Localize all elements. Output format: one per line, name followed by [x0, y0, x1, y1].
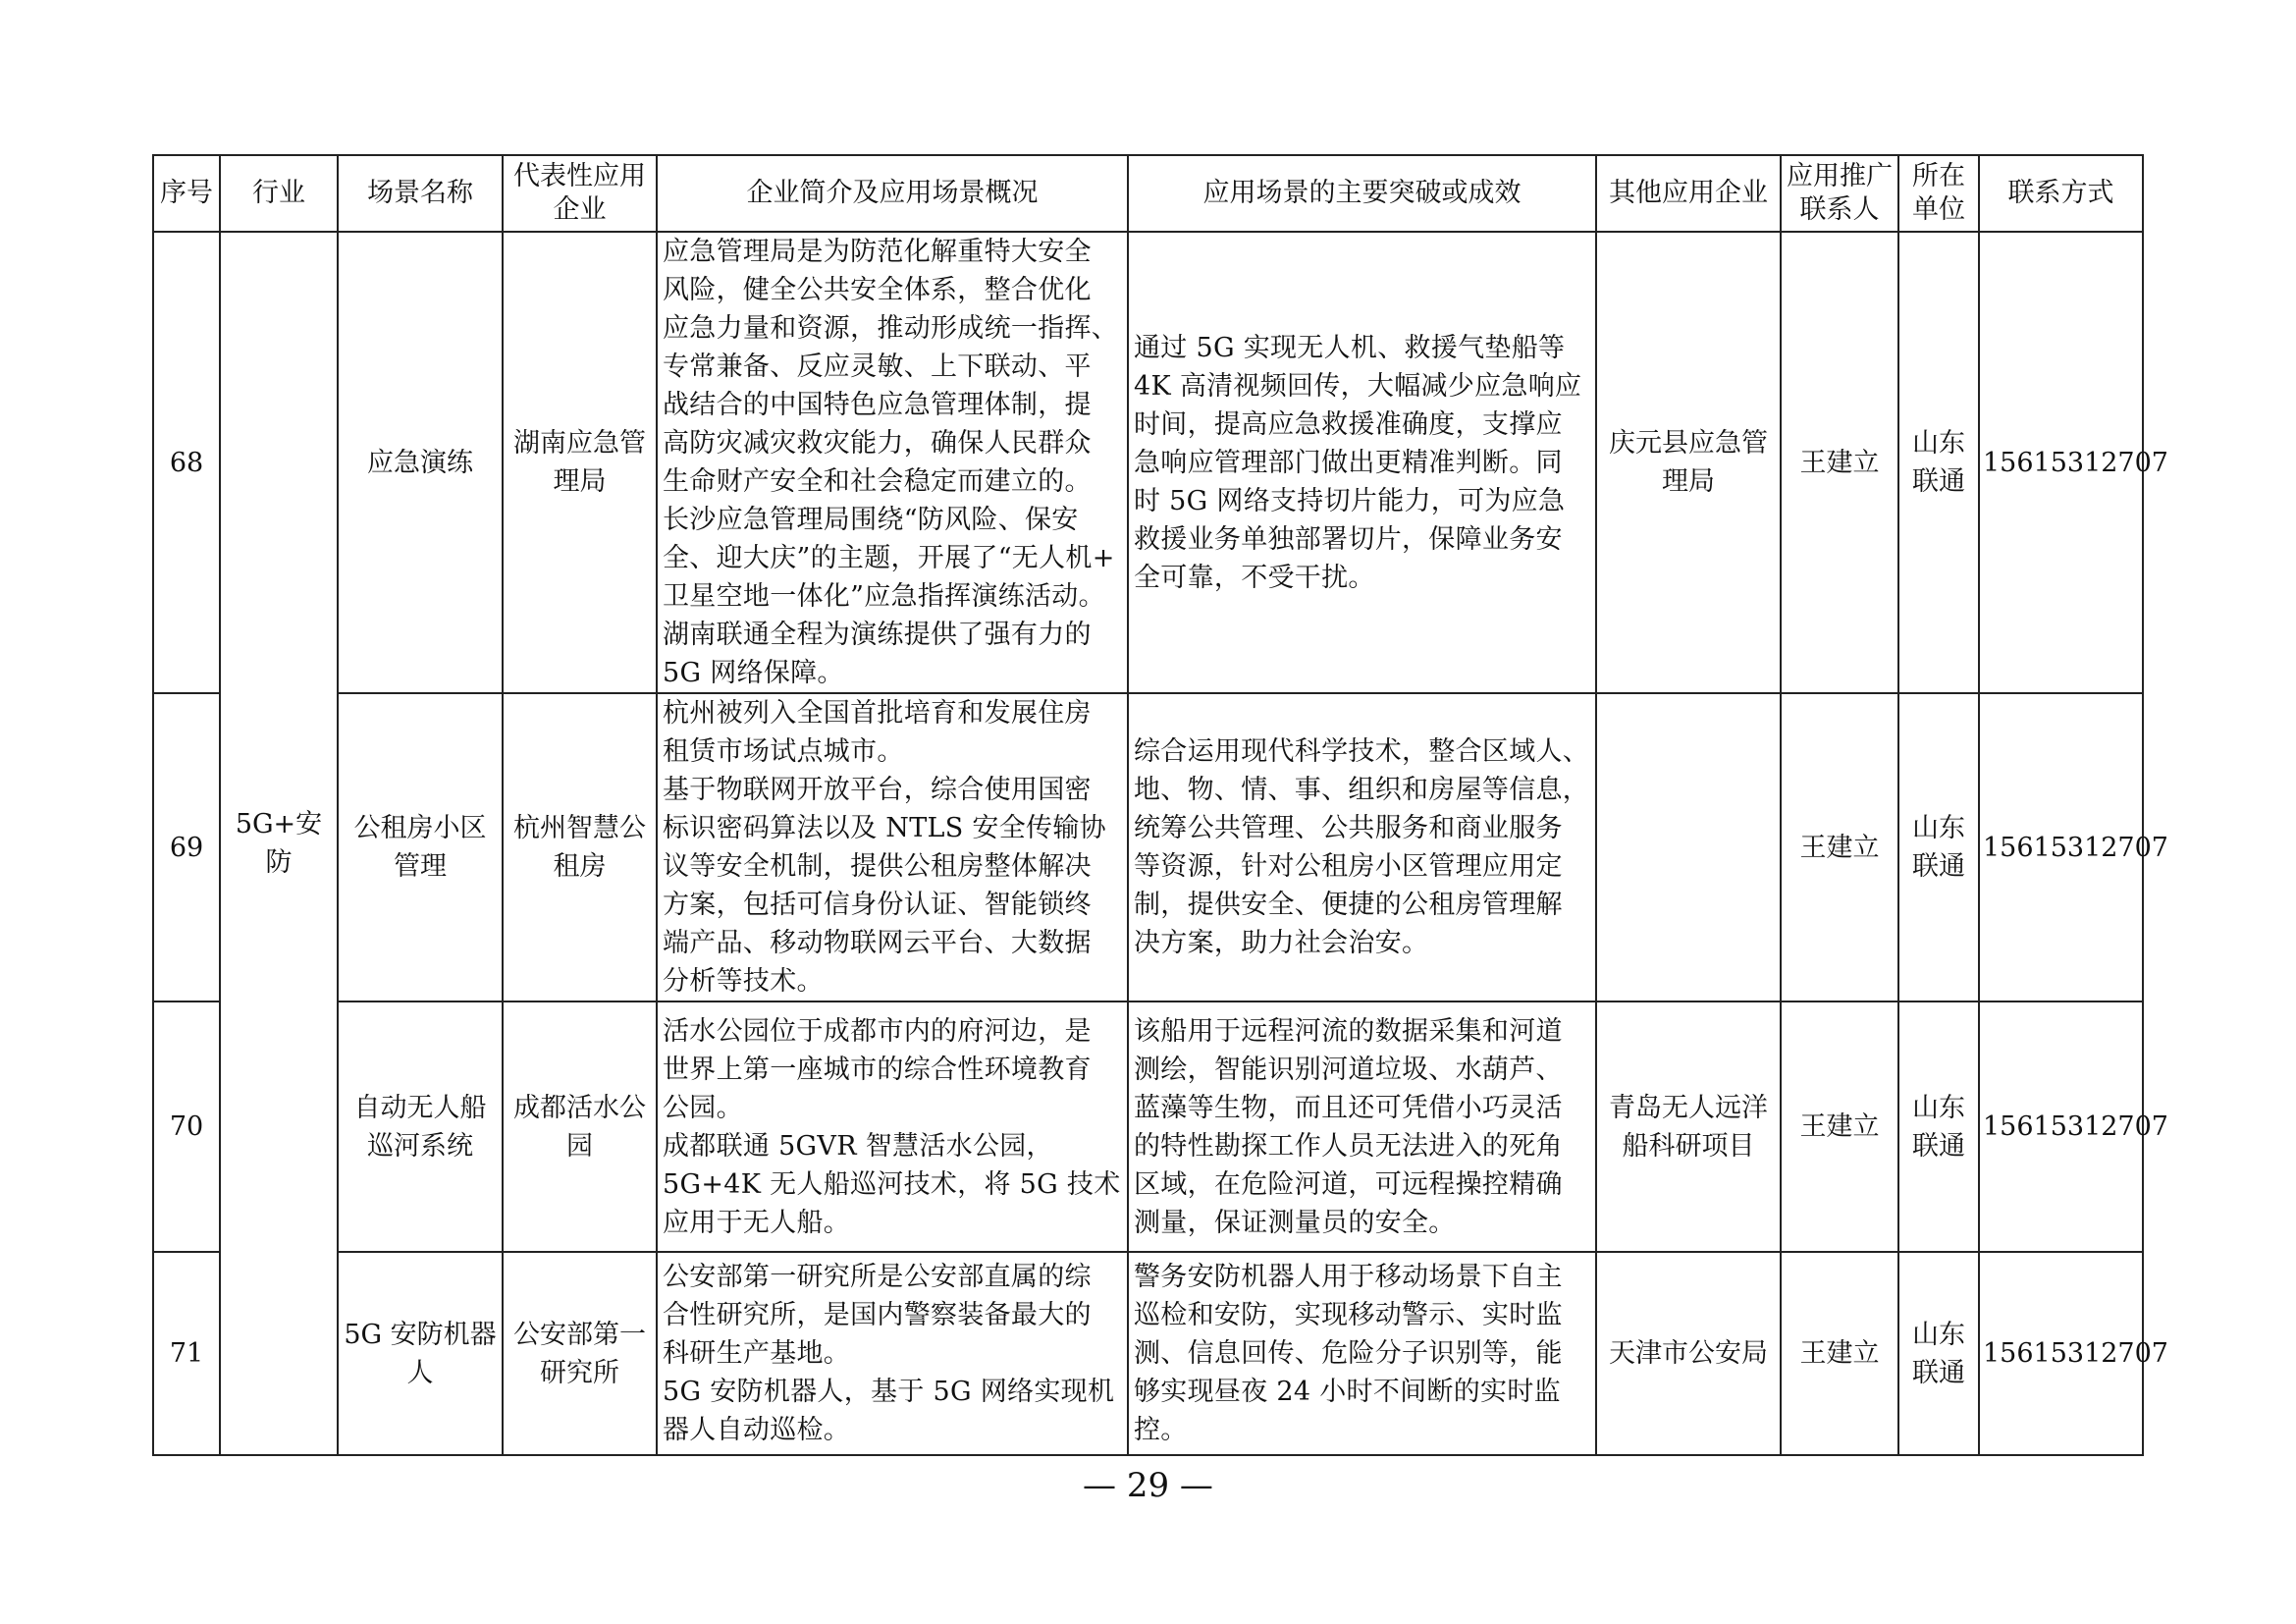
- representative-cell: 成都活水公 园: [503, 1001, 657, 1252]
- promoter-cell: 王建立: [1781, 1001, 1898, 1252]
- header-unit: 所在 单位: [1898, 155, 1979, 232]
- promoter-cell: 王建立: [1781, 693, 1898, 1001]
- page-number: — 29 —: [1083, 1466, 1213, 1505]
- header-others: 其他应用企业: [1596, 155, 1781, 232]
- unit-cell: 山东 联通: [1898, 1001, 1979, 1252]
- application-table: [152, 154, 2168, 1456]
- contact-cell: 15615312707: [1979, 232, 2143, 693]
- result-cell: 警务安防机器人用于移动场景下自主 巡检和安防，实现移动警示、实时监 测、信息回传、危险分子识别等，能 够实现昼夜 24 小时不间断的实时监 控。: [1128, 1252, 1596, 1455]
- intro-cell: 活水公园位于成都市内的府河边，是 世界上第一座城市的综合性环境教育 公园。 成都联通 5GVR 智慧活水公园， 5G+4K 无人船巡河技术，将 5G 技术 应用于无人船。: [657, 1001, 1128, 1252]
- representative-cell: 湖南应急管 理局: [503, 232, 657, 693]
- result-cell: 通过 5G 实现无人机、救援气垫船等 4K 高清视频回传，大幅减少应急响应 时间，提高应急救援准确度，支撑应 急响应管理部门做出更精准判断。同 时 5G 网络支持切片能力，可为应急 救援业务单独部署切片，保障业务安 全可靠，不受干扰。: [1128, 232, 1596, 693]
- header-contact: 联系方式: [1979, 155, 2143, 232]
- header-result: 应用场景的主要突破或成效: [1128, 155, 1596, 232]
- unit-cell: 山东 联通: [1898, 232, 1979, 693]
- scene-cell: 公租房小区 管理: [338, 693, 503, 1001]
- others-cell: [1596, 693, 1781, 1001]
- unit-cell: 山东 联通: [1898, 1252, 1979, 1455]
- seq-cell: 69: [153, 693, 220, 1001]
- unit-cell: 山东 联通: [1898, 693, 1979, 1001]
- header-promoter: 应用推广 联系人: [1781, 155, 1898, 232]
- others-cell: 青岛无人远洋 船科研项目: [1596, 1001, 1781, 1252]
- seq-cell: 68: [153, 232, 220, 693]
- intro-cell: 公安部第一研究所是公安部直属的综 合性研究所，是国内警察装备最大的 科研生产基地。 5G 安防机器人，基于 5G 网络实现机 器人自动巡检。: [657, 1252, 1128, 1455]
- header-representative: 代表性应用 企业: [503, 155, 657, 232]
- table-row: [153, 232, 2143, 693]
- representative-cell: 公安部第一 研究所: [503, 1252, 657, 1455]
- others-cell: 天津市公安局: [1596, 1252, 1781, 1455]
- contact-cell: 15615312707: [1979, 1252, 2143, 1455]
- scene-cell: 应急演练: [338, 232, 503, 693]
- header-seq: 序号: [153, 155, 220, 232]
- promoter-cell: 王建立: [1781, 1252, 1898, 1455]
- table-row: [153, 1001, 2143, 1252]
- result-cell: 综合运用现代科学技术，整合区域人、 地、物、情、事、组织和房屋等信息， 统筹公共管理、公共服务和商业服务 等资源，针对公租房小区管理应用定 制，提供安全、便捷的公租房管理解 决方案，助力社会治安。: [1128, 693, 1596, 1001]
- representative-cell: 杭州智慧公 租房: [503, 693, 657, 1001]
- table-row: [153, 1252, 2143, 1455]
- industry-cell: 5G+安防: [220, 232, 338, 1455]
- header-row: [153, 155, 2143, 232]
- header-intro: 企业简介及应用场景概况: [657, 155, 1128, 232]
- header-scene: 场景名称: [338, 155, 503, 232]
- contact-cell: 15615312707: [1979, 693, 2143, 1001]
- header-industry: 行业: [220, 155, 338, 232]
- scene-cell: 自动无人船 巡河系统: [338, 1001, 503, 1252]
- intro-cell: 杭州被列入全国首批培育和发展住房 租赁市场试点城市。 基于物联网开放平台，综合使用国密 标识密码算法以及 NTLS 安全传输协 议等安全机制，提供公租房整体解决 方案，包括可信身份认证、智能锁终 端产品、移动物联网云平台、大数据 分析等技术。: [657, 693, 1128, 1001]
- table-row: [153, 693, 2143, 1001]
- contact-cell: 15615312707: [1979, 1001, 2143, 1252]
- result-cell: 该船用于远程河流的数据采集和河道 测绘，智能识别河道垃圾、水葫芦、 蓝藻等生物，而且还可凭借小巧灵活 的特性勘探工作人员无法进入的死角 区域，在危险河道，可远程操控精确 测量，保证测量员的安全。: [1128, 1001, 1596, 1252]
- intro-cell: 应急管理局是为防范化解重特大安全 风险，健全公共安全体系，整合优化 应急力量和资源，推动形成统一指挥、 专常兼备、反应灵敏、上下联动、平 战结合的中国特色应急管理体制，提 高防灾减灾救灾能力，确保人民群众 生命财产安全和社会稳定而建立的。 长沙应急管理局围绕“防风险、保安 全、迎大庆”的主题，开展了“无人机+ 卫星空地一体化”应急指挥演练活动。 湖南联通全程为演练提供了强有力的 5G 网络保障。: [657, 232, 1128, 693]
- scene-cell: 5G 安防机器 人: [338, 1252, 503, 1455]
- promoter-cell: 王建立: [1781, 232, 1898, 693]
- seq-cell: 71: [153, 1252, 220, 1455]
- seq-cell: 70: [153, 1001, 220, 1252]
- others-cell: 庆元县应急管 理局: [1596, 232, 1781, 693]
